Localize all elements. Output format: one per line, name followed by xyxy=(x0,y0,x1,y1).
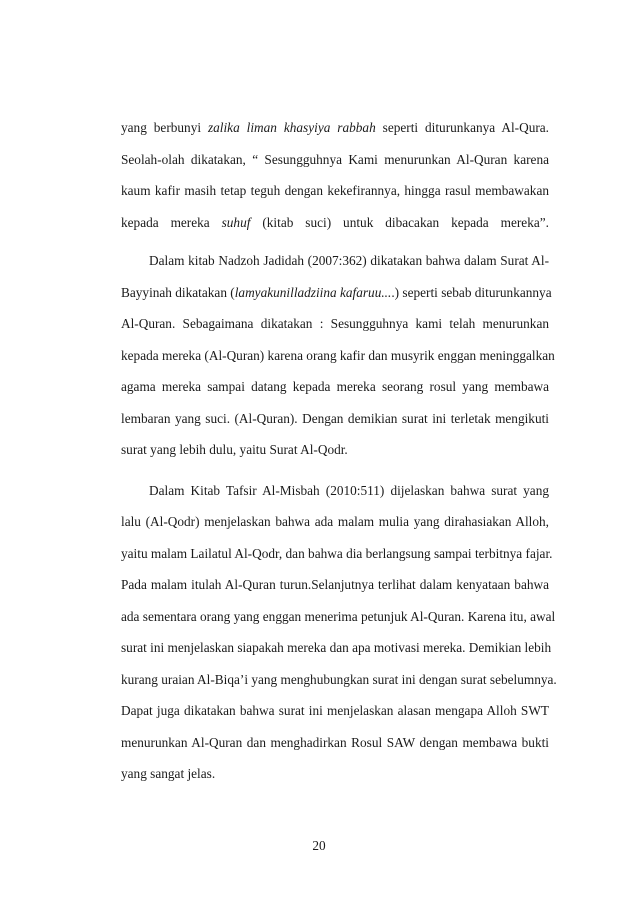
text-line: yang sangat jelas. xyxy=(121,766,216,781)
text-line: yang berbunyi zalika liman khasyiya rabbah seperti diturunkanya Al-Qura. xyxy=(121,120,549,135)
text-line: kepada mereka (Al-Quran) karena orang kafir dan musyrik enggan meninggalkan xyxy=(121,347,555,363)
text-line: surat yang lebih dulu, yaitu Surat Al-Qodr. xyxy=(121,442,348,457)
paragraph-1 xyxy=(121,118,549,244)
text-line: surat ini menjelaskan siapakah mereka dan apa motivasi mereka. Demikian lebih xyxy=(121,640,552,655)
text-line: agama mereka sampai datang kepada mereka seorang rosul yang membawa xyxy=(121,379,549,394)
text-line: Dapat juga dikatakan bahwa surat ini menjelaskan alasan mengapa Alloh SWT xyxy=(121,703,549,718)
text-line: Dalam kitab Nadzoh Jadidah (2007:362) dikatakan bahwa dalam Surat Al- xyxy=(149,253,549,268)
text-line: kaum kafir masih tetap teguh dengan kekefirannya, hingga rasul membawakan xyxy=(121,183,549,198)
text-line: Bayyinah dikatakan (lamyakunilladziina kafaruu....) seperti sebab diturunkannya xyxy=(121,284,552,300)
text-line: lalu (Al-Qodr) menjelaskan bahwa ada malam mulia yang dirahasiakan Alloh, xyxy=(121,514,549,529)
text-line: menurunkan Al-Quran dan menghadirkan Rosul SAW dengan membawa bukti xyxy=(121,734,549,750)
paragraph-2 xyxy=(121,251,555,472)
text-line: Dalam Kitab Tafsir Al-Misbah (2010:511) dijelaskan bahwa surat yang xyxy=(149,482,549,498)
text-line: ada sementara orang yang enggan menerima petunjuk Al-Quran. Karena itu, awal xyxy=(121,608,556,624)
body-text xyxy=(121,118,557,796)
page-number: 20 xyxy=(312,838,326,853)
paragraph-3 xyxy=(121,481,557,796)
text-line: Pada malam itulah Al-Quran turun.Selanjutnya terlihat dalam kenyataan bahwa xyxy=(121,577,549,592)
text-line: Seolah-olah dikatakan, “ Sesungguhnya Kami menurunkan Al-Quran karena xyxy=(121,151,549,167)
text-line: yaitu malam Lailatul Al-Qodr, dan bahwa dia berlangsung sampai terbitnya fajar. xyxy=(121,545,553,561)
text-line: kepada mereka suhuf (kitab suci) untuk dibacakan kepada mereka”. xyxy=(121,214,549,230)
text-line: Al-Quran. Sebagaimana dikatakan : Sesungguhnya kami telah menurunkan xyxy=(121,316,549,331)
text-line: lembaran yang suci. (Al-Quran). Dengan demikian surat ini terletak mengikuti xyxy=(121,410,549,426)
text-line: kurang uraian Al-Biqa’i yang menghubungkan surat ini dengan surat sebelumnya. xyxy=(121,671,557,687)
